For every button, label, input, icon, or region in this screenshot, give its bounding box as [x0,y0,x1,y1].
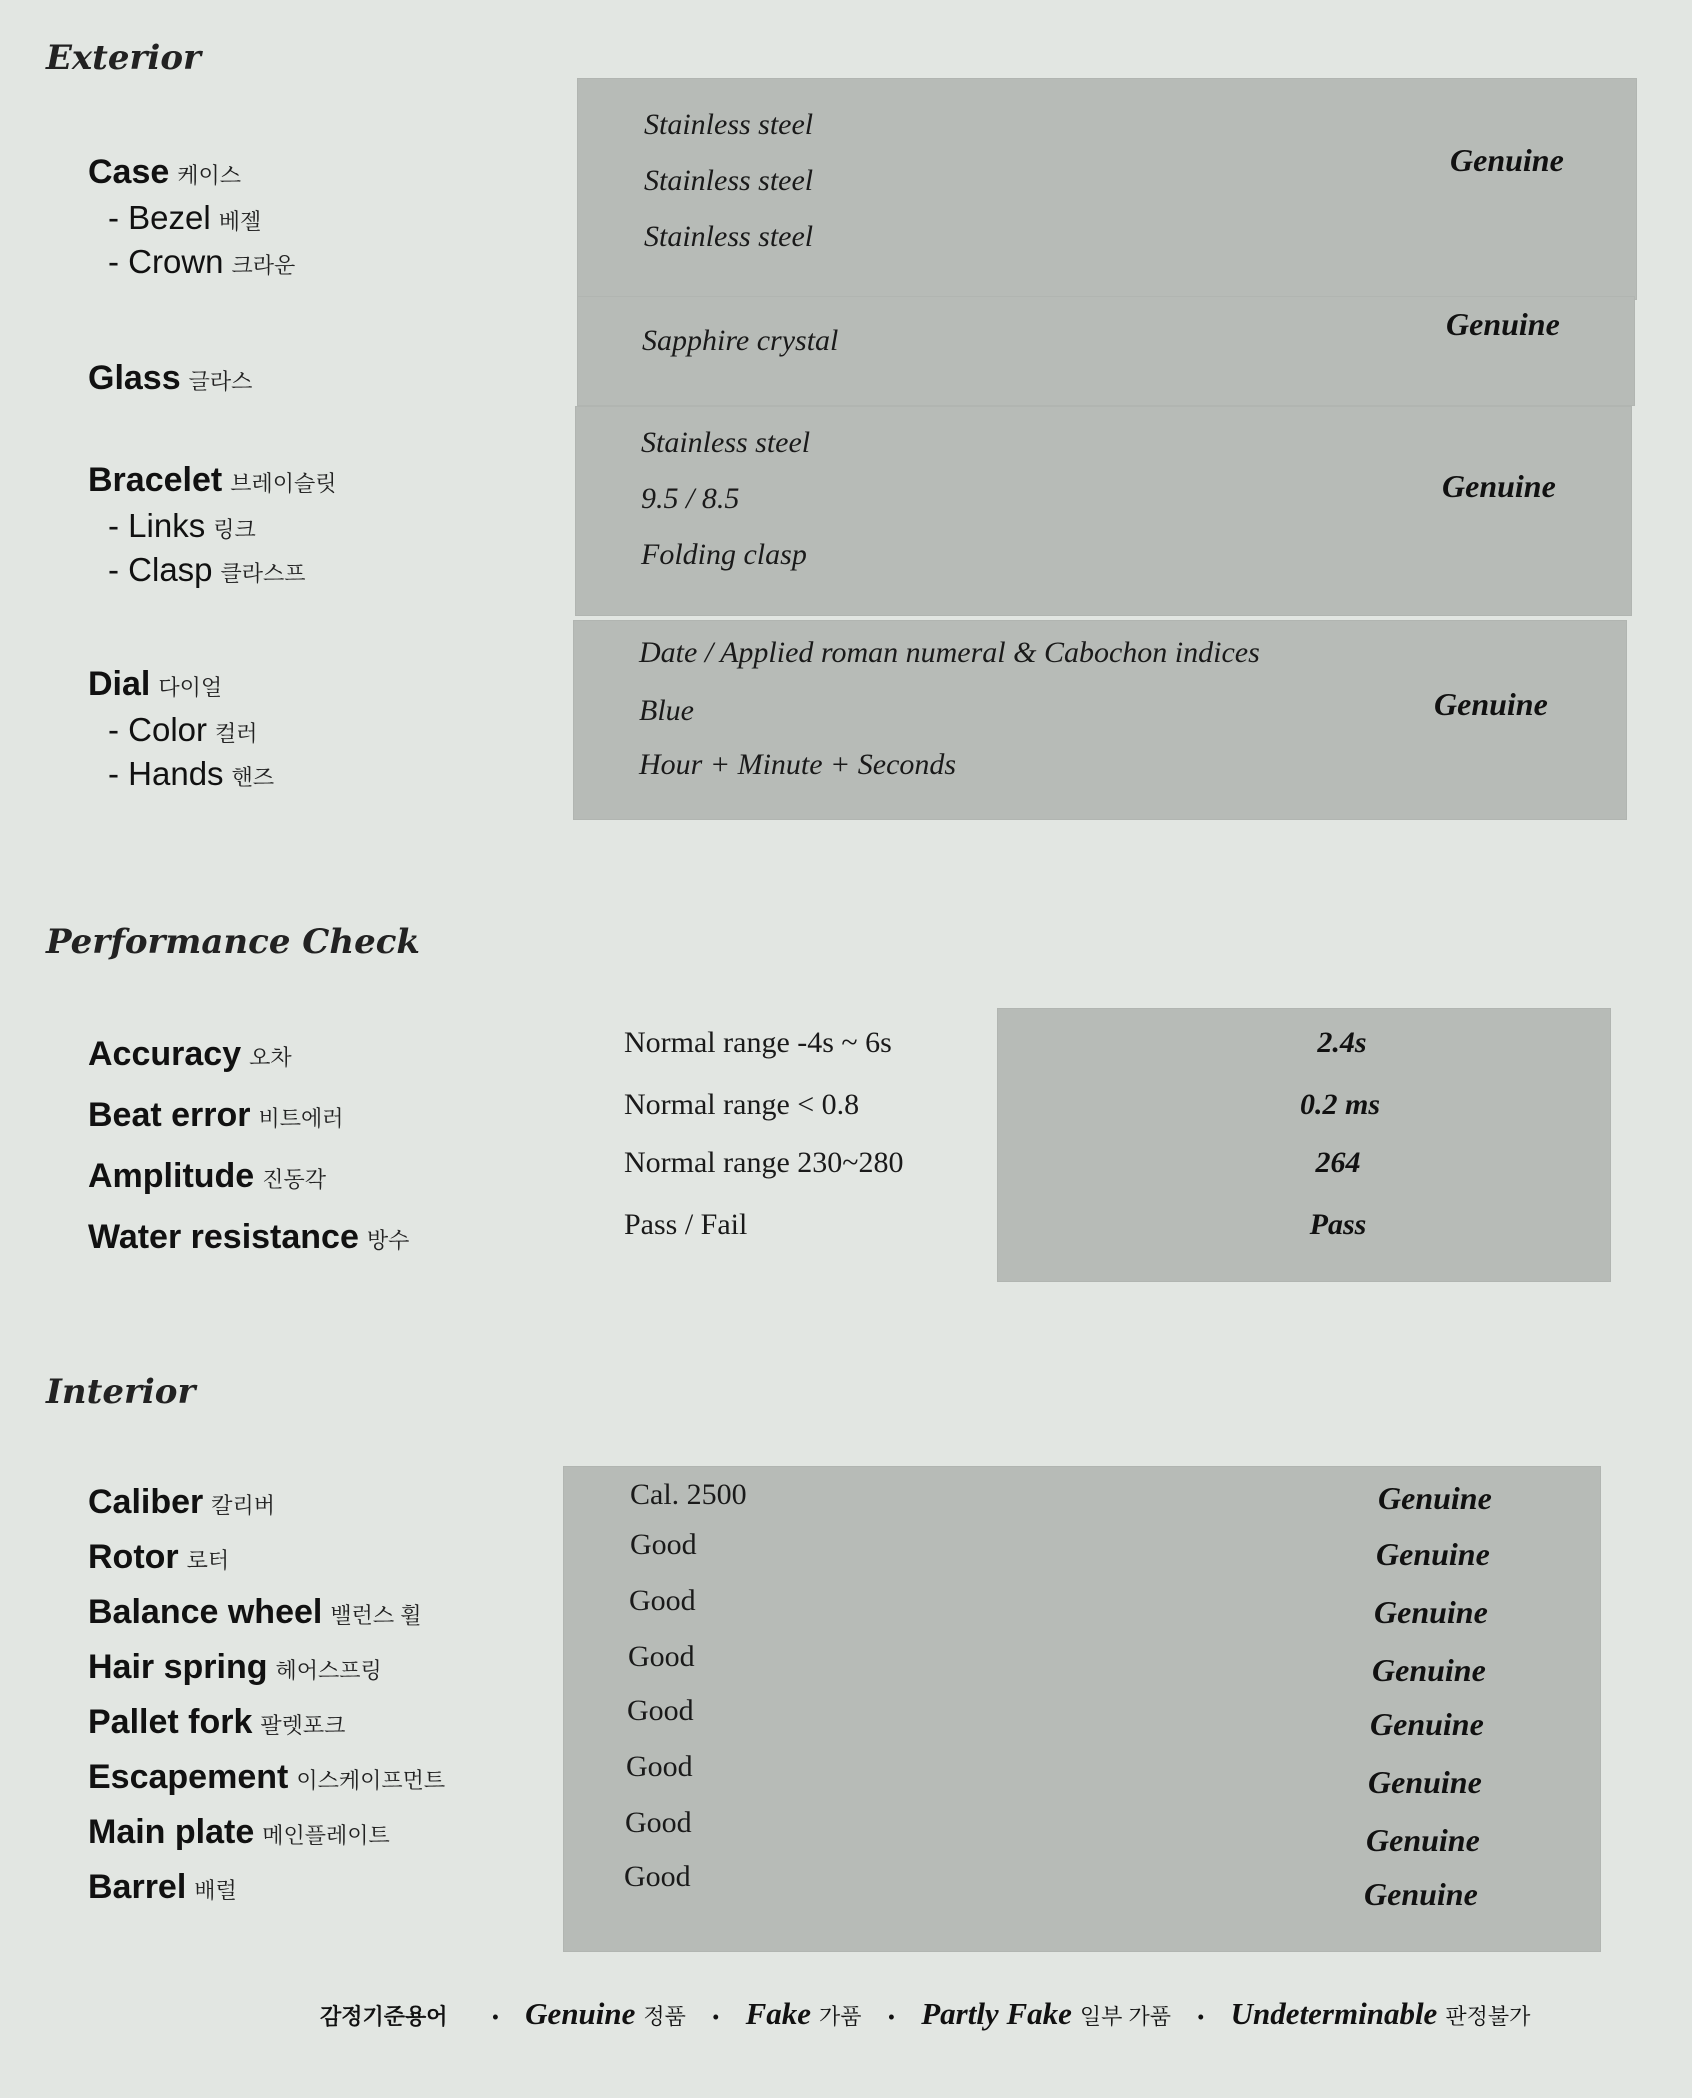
grading-terms-legend [320,1996,1530,2032]
bracelet-label: Bracelet 브레이슬릿 [88,461,337,499]
water-resistance-label: Water resistance 방수 [88,1218,410,1256]
escapement-verdict: Genuine [1368,1764,1482,1800]
pallet-fork-value: Good [627,1694,694,1727]
rotor-verdict: Genuine [1376,1536,1490,1572]
links-label: - Links 링크 [108,507,256,544]
section-title-interior: Interior [46,1372,196,1412]
main-plate-label: Main plate 메인플레이트 [88,1813,390,1851]
amplitude-label: Amplitude 진동각 [88,1157,326,1195]
main-plate-verdict: Genuine [1366,1822,1480,1858]
glass-value: Sapphire crystal [642,324,839,357]
beat-error-value: 0.2 ms [1299,1088,1381,1121]
glass-verdict: Genuine [1446,306,1560,342]
legend-ko-undeterminable: 판정불가 [1445,2004,1531,2029]
legend-title: 감정기준용어 [320,2004,448,2029]
caliber-value: Cal. 2500 [630,1478,747,1511]
dial-verdict: Genuine [1434,686,1548,722]
accuracy-value: 2.4s [1317,1026,1367,1059]
legend-term-undeterminable: Undeterminable [1230,1996,1438,2031]
barrel-value: Good [624,1860,691,1893]
pallet-fork-label: Pallet fork 팔렛포크 [88,1703,346,1741]
beat-error-label: Beat error 비트에러 [88,1096,344,1134]
balance-wheel-verdict: Genuine [1374,1594,1488,1630]
water-resistance-value: Pass [1309,1208,1367,1241]
legend-separator: • [888,2007,895,2028]
clasp-label: - Clasp 클라스프 [108,551,306,588]
section-title-performance: Performance Check [46,922,420,962]
performance-value-box [997,1008,1611,1282]
legend-separator: • [712,2007,719,2028]
case-labels [88,148,295,284]
rotor-value: Good [630,1528,697,1561]
color-label: - Color 컬러 [108,711,258,748]
caliber-label: Caliber 칼리버 [88,1483,276,1521]
crown-value: Stainless steel [644,220,814,253]
legend-ko-partly-fake: 일부 가품 [1079,2004,1171,2029]
bezel-label: - Bezel 베젤 [108,199,262,236]
crown-label: - Crown 크라운 [108,243,296,280]
section-title-exterior: Exterior [46,38,201,78]
links-value: 9.5 / 8.5 [641,482,740,515]
bezel-value: Stainless steel [644,164,814,197]
barrel-label: Barrel 배럴 [88,1868,237,1906]
pallet-fork-verdict: Genuine [1370,1706,1484,1742]
glass-labels [88,354,252,402]
rotor-label: Rotor 로터 [88,1538,230,1576]
legend-term-genuine: Genuine [525,1996,636,2031]
accuracy-label: Accuracy 오차 [88,1035,292,1073]
case-label: Case 케이스 [88,153,242,191]
legend-ko-fake: 가품 [819,2004,862,2029]
dial-label: Dial 다이얼 [88,665,223,703]
hair-spring-value: Good [628,1640,695,1673]
bracelet-verdict: Genuine [1442,468,1556,504]
clasp-value: Folding clasp [641,538,807,571]
hands-value: Hour + Minute + Seconds [639,748,957,781]
barrel-verdict: Genuine [1364,1876,1478,1912]
escapement-label: Escapement 이스케이프먼트 [88,1758,446,1796]
glass-label: Glass 글라스 [88,359,253,397]
main-plate-value: Good [625,1806,692,1839]
performance-labels [88,1030,409,1274]
escapement-value: Good [626,1750,693,1783]
legend-term-fake: Fake [745,1996,812,2031]
accuracy-range: Normal range -4s ~ 6s [624,1026,892,1059]
legend-term-partly-fake: Partly Fake [921,1996,1072,2031]
balance-wheel-label: Balance wheel 밸런스 휠 [88,1593,422,1631]
interior-labels [88,1478,445,1918]
dial-value: Date / Applied roman numeral & Cabochon indices [639,636,1260,669]
legend-separator: • [492,2007,499,2028]
water-resistance-range: Pass / Fail [624,1208,748,1241]
case-verdict: Genuine [1450,142,1564,178]
beat-error-range: Normal range < 0.8 [624,1088,860,1121]
case-value: Stainless steel [644,108,814,141]
hair-spring-verdict: Genuine [1372,1652,1486,1688]
balance-wheel-value: Good [629,1584,696,1617]
hair-spring-label: Hair spring 헤어스프링 [88,1648,382,1686]
bracelet-value: Stainless steel [641,426,811,459]
bracelet-labels [88,456,336,592]
amplitude-range: Normal range 230~280 [624,1146,904,1179]
hands-label: - Hands 핸즈 [108,755,275,792]
legend-ko-genuine: 정품 [643,2004,686,2029]
amplitude-value: 264 [1315,1146,1361,1179]
legend-separator: • [1197,2007,1204,2028]
dial-labels [88,660,274,796]
color-value: Blue [639,694,694,727]
caliber-verdict: Genuine [1378,1480,1492,1516]
